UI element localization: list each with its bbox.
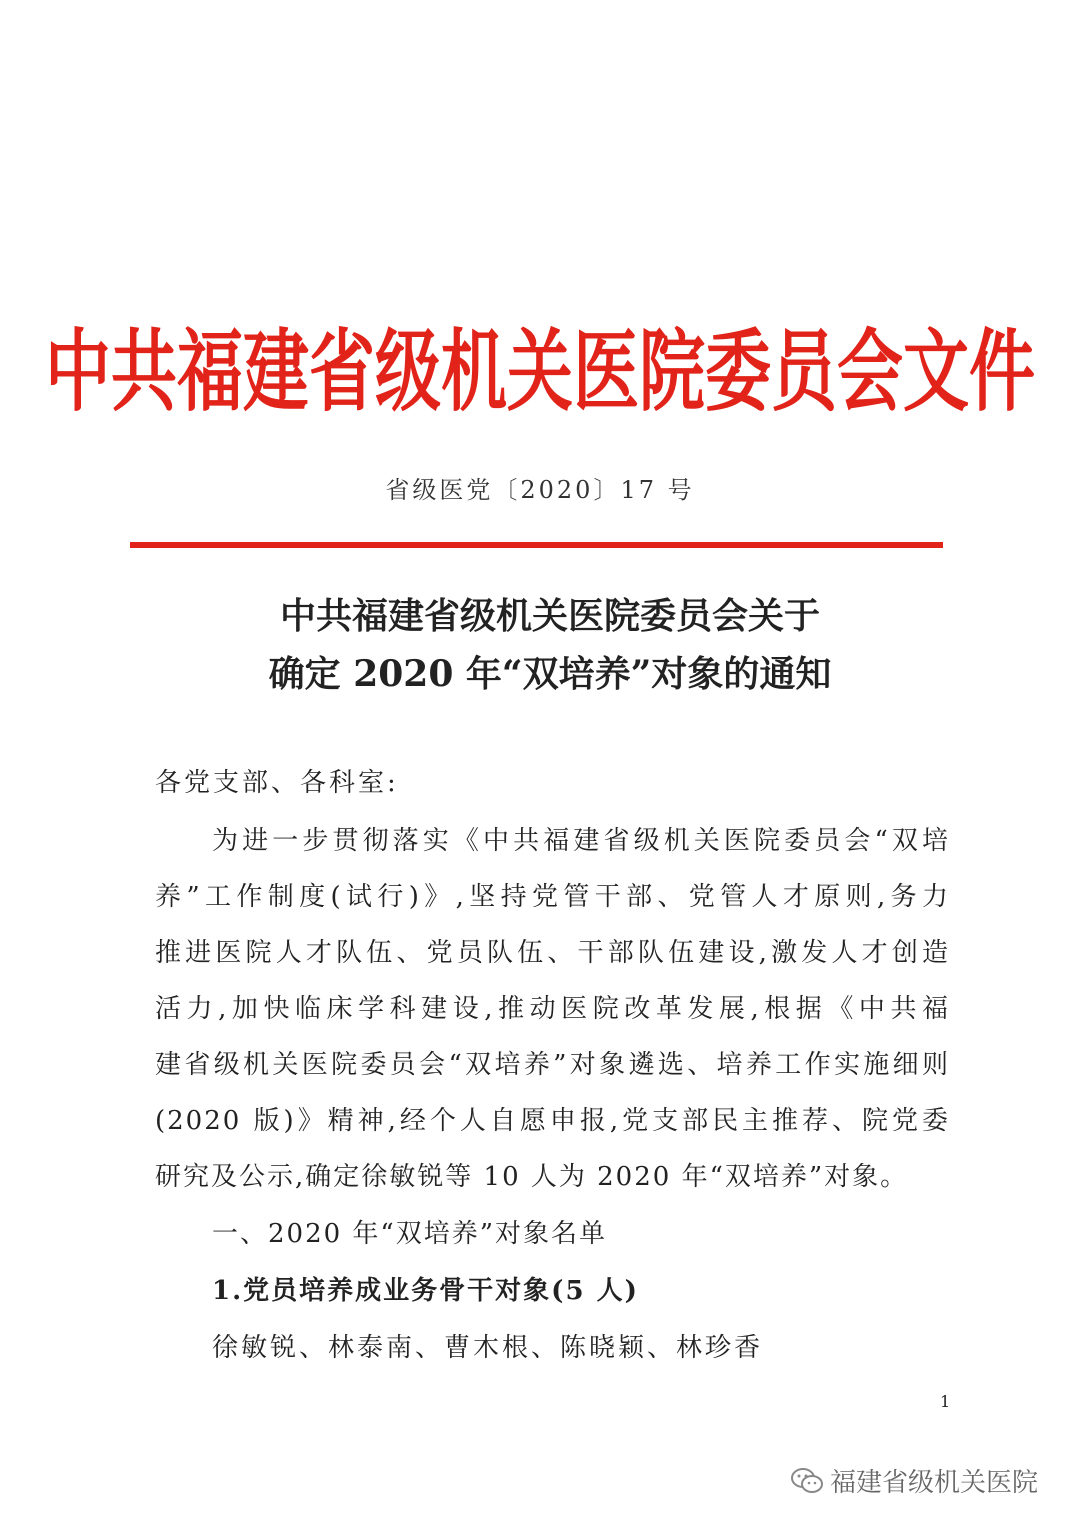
red-divider [130, 542, 943, 548]
body-line: 推进医院人才队伍、党员队伍、干部队伍建设,激发人才创造 [155, 938, 950, 968]
body-line: 建省级机关医院委员会“双培养”对象遴选、培养工作实施细则 [155, 1050, 950, 1080]
wechat-icon [790, 1466, 824, 1496]
section-heading: 一、2020 年“双培养”对象名单 [212, 1219, 608, 1249]
notice-title-line-2: 确定 2020 年“双培养”对象的通知 [268, 653, 832, 695]
issuer-header: 中共福建省级机关医院委员会文件 [45, 320, 1035, 425]
body-line: 养”工作制度(试行)》,坚持党管干部、党管人才原则,务力 [155, 882, 950, 912]
body-line: 活力,加快临床学科建设,推动医院改革发展,根据《中共福 [155, 994, 950, 1024]
body-line: 研究及公示,确定徐敏锐等 10 人为 2020 年“双培养”对象。 [155, 1162, 909, 1192]
subsection-heading: 1.党员培养成业务骨干对象(5 人) [212, 1276, 639, 1306]
document-number: 省级医党〔2020〕17 号 [385, 476, 695, 504]
salutation: 各党支部、各科室: [155, 768, 399, 798]
notice-title-line-1: 中共福建省级机关医院委员会关于 [279, 595, 820, 637]
page-number: 1 [940, 1392, 951, 1411]
body-line: 为进一步贯彻落实《中共福建省级机关医院委员会“双培 [212, 826, 950, 856]
name-list: 徐敏锐、林泰南、曹木根、陈晓颖、林珍香 [212, 1333, 764, 1363]
wechat-watermark [790, 1462, 1038, 1499]
watermark-text: 福建省级机关医院 [830, 1468, 1039, 1498]
body-line: (2020 版)》精神,经个人自愿申报,党支部民主推荐、院党委 [155, 1106, 950, 1136]
